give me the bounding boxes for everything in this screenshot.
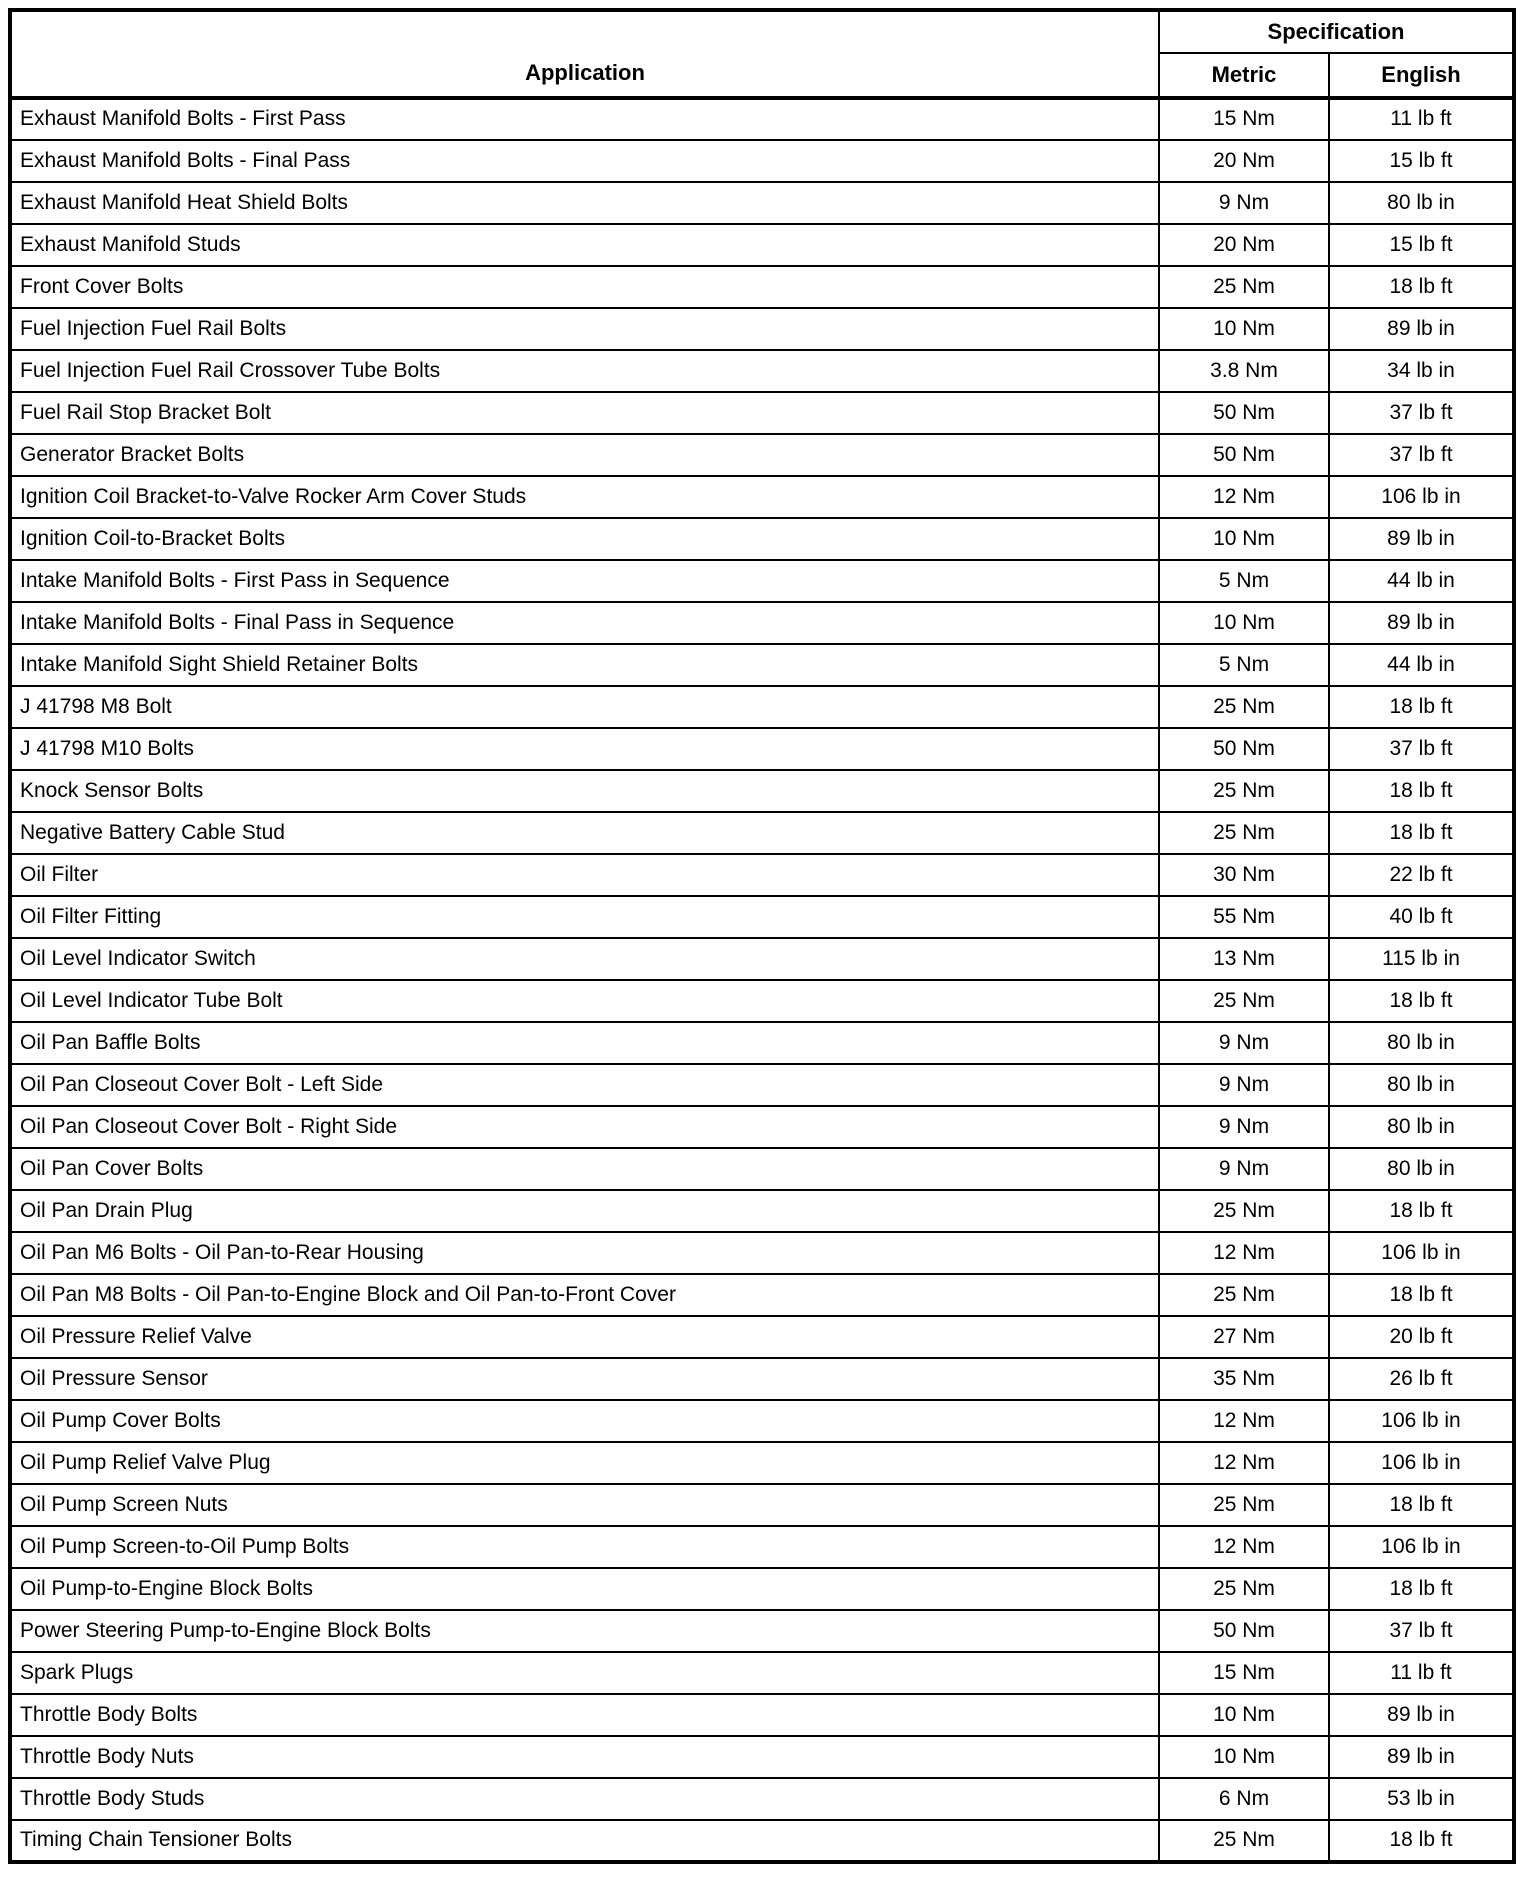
table-row — [10, 980, 1514, 1022]
english-value-cell: 18 lb ft — [1329, 1190, 1514, 1232]
application-cell: Timing Chain Tensioner Bolts — [10, 1820, 1159, 1862]
table-row — [10, 602, 1514, 644]
application-cell: Oil Pan M6 Bolts - Oil Pan-to-Rear Housing — [10, 1232, 1159, 1274]
application-cell: Ignition Coil-to-Bracket Bolts — [10, 518, 1159, 560]
english-value-cell: 89 lb in — [1329, 1694, 1514, 1736]
table-row — [10, 560, 1514, 602]
application-cell: Oil Level Indicator Switch — [10, 938, 1159, 980]
table-row — [10, 140, 1514, 182]
metric-value-cell: 12 Nm — [1159, 1232, 1329, 1274]
application-cell: Oil Pressure Sensor — [10, 1358, 1159, 1400]
english-value-cell: 53 lb in — [1329, 1778, 1514, 1820]
table-row — [10, 854, 1514, 896]
metric-value-cell: 25 Nm — [1159, 980, 1329, 1022]
english-value-cell: 26 lb ft — [1329, 1358, 1514, 1400]
table-row — [10, 350, 1514, 392]
metric-value-cell: 25 Nm — [1159, 1274, 1329, 1316]
metric-value-cell: 30 Nm — [1159, 854, 1329, 896]
table-row — [10, 266, 1514, 308]
table-row — [10, 518, 1514, 560]
english-value-cell: 80 lb in — [1329, 182, 1514, 224]
table-row — [10, 434, 1514, 476]
english-value-cell: 80 lb in — [1329, 1148, 1514, 1190]
english-value-cell: 115 lb in — [1329, 938, 1514, 980]
english-value-cell: 89 lb in — [1329, 602, 1514, 644]
application-cell: Oil Pump Screen Nuts — [10, 1484, 1159, 1526]
metric-value-cell: 50 Nm — [1159, 434, 1329, 476]
metric-value-cell: 35 Nm — [1159, 1358, 1329, 1400]
table-row — [10, 1694, 1514, 1736]
column-header-english: English — [1329, 53, 1514, 98]
metric-value-cell: 12 Nm — [1159, 1442, 1329, 1484]
application-cell: Fuel Rail Stop Bracket Bolt — [10, 392, 1159, 434]
metric-value-cell: 50 Nm — [1159, 728, 1329, 770]
application-cell: Oil Filter Fitting — [10, 896, 1159, 938]
application-cell: Oil Pump-to-Engine Block Bolts — [10, 1568, 1159, 1610]
metric-value-cell: 25 Nm — [1159, 686, 1329, 728]
metric-value-cell: 13 Nm — [1159, 938, 1329, 980]
table-row — [10, 1358, 1514, 1400]
english-value-cell: 106 lb in — [1329, 476, 1514, 518]
english-value-cell: 80 lb in — [1329, 1064, 1514, 1106]
english-value-cell: 34 lb in — [1329, 350, 1514, 392]
table-row — [10, 686, 1514, 728]
english-value-cell: 40 lb ft — [1329, 896, 1514, 938]
english-value-cell: 106 lb in — [1329, 1400, 1514, 1442]
english-value-cell: 37 lb ft — [1329, 434, 1514, 476]
application-cell: Oil Pan Closeout Cover Bolt - Right Side — [10, 1106, 1159, 1148]
metric-value-cell: 9 Nm — [1159, 1106, 1329, 1148]
metric-value-cell: 15 Nm — [1159, 1652, 1329, 1694]
application-cell: Oil Pressure Relief Valve — [10, 1316, 1159, 1358]
table-row — [10, 1820, 1514, 1862]
english-value-cell: 20 lb ft — [1329, 1316, 1514, 1358]
application-cell: Oil Level Indicator Tube Bolt — [10, 980, 1159, 1022]
application-cell: Negative Battery Cable Stud — [10, 812, 1159, 854]
application-cell: J 41798 M10 Bolts — [10, 728, 1159, 770]
english-value-cell: 15 lb ft — [1329, 224, 1514, 266]
english-value-cell: 37 lb ft — [1329, 1610, 1514, 1652]
application-cell: Oil Pan Baffle Bolts — [10, 1022, 1159, 1064]
table-row — [10, 1190, 1514, 1232]
application-cell: Power Steering Pump-to-Engine Block Bolts — [10, 1610, 1159, 1652]
spec-table-body — [10, 98, 1514, 1862]
application-cell: Front Cover Bolts — [10, 266, 1159, 308]
table-row — [10, 1232, 1514, 1274]
table-row — [10, 1526, 1514, 1568]
metric-value-cell: 10 Nm — [1159, 1694, 1329, 1736]
table-row — [10, 1274, 1514, 1316]
english-value-cell: 18 lb ft — [1329, 770, 1514, 812]
table-row — [10, 938, 1514, 980]
table-row — [10, 770, 1514, 812]
column-header-application: Application — [10, 10, 1159, 98]
table-row — [10, 812, 1514, 854]
english-value-cell: 37 lb ft — [1329, 392, 1514, 434]
application-cell: Oil Pan M8 Bolts - Oil Pan-to-Engine Block and Oil Pan-to-Front Cover — [10, 1274, 1159, 1316]
application-cell: J 41798 M8 Bolt — [10, 686, 1159, 728]
metric-value-cell: 12 Nm — [1159, 1400, 1329, 1442]
application-cell: Intake Manifold Bolts - First Pass in Sequence — [10, 560, 1159, 602]
metric-value-cell: 5 Nm — [1159, 560, 1329, 602]
table-row — [10, 1484, 1514, 1526]
table-row — [10, 896, 1514, 938]
application-cell: Intake Manifold Bolts - Final Pass in Sequence — [10, 602, 1159, 644]
metric-value-cell: 27 Nm — [1159, 1316, 1329, 1358]
table-row — [10, 1148, 1514, 1190]
english-value-cell: 18 lb ft — [1329, 1820, 1514, 1862]
application-cell: Intake Manifold Sight Shield Retainer Bolts — [10, 644, 1159, 686]
application-cell: Oil Pump Screen-to-Oil Pump Bolts — [10, 1526, 1159, 1568]
application-cell: Exhaust Manifold Heat Shield Bolts — [10, 182, 1159, 224]
metric-value-cell: 9 Nm — [1159, 1148, 1329, 1190]
metric-value-cell: 9 Nm — [1159, 182, 1329, 224]
metric-value-cell: 55 Nm — [1159, 896, 1329, 938]
table-row — [10, 98, 1514, 140]
english-value-cell: 37 lb ft — [1329, 728, 1514, 770]
english-value-cell: 18 lb ft — [1329, 686, 1514, 728]
english-value-cell: 11 lb ft — [1329, 98, 1514, 140]
metric-value-cell: 50 Nm — [1159, 1610, 1329, 1652]
application-cell: Fuel Injection Fuel Rail Bolts — [10, 308, 1159, 350]
application-cell: Fuel Injection Fuel Rail Crossover Tube Bolts — [10, 350, 1159, 392]
metric-value-cell: 25 Nm — [1159, 1568, 1329, 1610]
table-row — [10, 1106, 1514, 1148]
metric-value-cell: 6 Nm — [1159, 1778, 1329, 1820]
english-value-cell: 44 lb in — [1329, 560, 1514, 602]
english-value-cell: 80 lb in — [1329, 1022, 1514, 1064]
table-row — [10, 1400, 1514, 1442]
metric-value-cell: 9 Nm — [1159, 1064, 1329, 1106]
metric-value-cell: 20 Nm — [1159, 140, 1329, 182]
table-row — [10, 1610, 1514, 1652]
table-row — [10, 1064, 1514, 1106]
table-header — [10, 10, 1514, 98]
application-cell: Exhaust Manifold Bolts - Final Pass — [10, 140, 1159, 182]
application-cell: Oil Pump Cover Bolts — [10, 1400, 1159, 1442]
table-row — [10, 728, 1514, 770]
english-value-cell: 18 lb ft — [1329, 1484, 1514, 1526]
application-cell: Spark Plugs — [10, 1652, 1159, 1694]
english-value-cell: 89 lb in — [1329, 1736, 1514, 1778]
metric-value-cell: 5 Nm — [1159, 644, 1329, 686]
table-row — [10, 1778, 1514, 1820]
table-row — [10, 182, 1514, 224]
metric-value-cell: 3.8 Nm — [1159, 350, 1329, 392]
metric-value-cell: 12 Nm — [1159, 476, 1329, 518]
metric-value-cell: 10 Nm — [1159, 1736, 1329, 1778]
metric-value-cell: 10 Nm — [1159, 518, 1329, 560]
english-value-cell: 15 lb ft — [1329, 140, 1514, 182]
english-value-cell: 18 lb ft — [1329, 1274, 1514, 1316]
english-value-cell: 106 lb in — [1329, 1442, 1514, 1484]
english-value-cell: 22 lb ft — [1329, 854, 1514, 896]
table-row — [10, 1022, 1514, 1064]
metric-value-cell: 10 Nm — [1159, 308, 1329, 350]
english-value-cell: 89 lb in — [1329, 518, 1514, 560]
table-row — [10, 1652, 1514, 1694]
english-value-cell: 18 lb ft — [1329, 266, 1514, 308]
english-value-cell: 18 lb ft — [1329, 980, 1514, 1022]
english-value-cell: 18 lb ft — [1329, 1568, 1514, 1610]
column-header-metric: Metric — [1159, 53, 1329, 98]
table-row — [10, 224, 1514, 266]
application-cell: Throttle Body Bolts — [10, 1694, 1159, 1736]
english-value-cell: 80 lb in — [1329, 1106, 1514, 1148]
metric-value-cell: 9 Nm — [1159, 1022, 1329, 1064]
table-row — [10, 1442, 1514, 1484]
metric-value-cell: 20 Nm — [1159, 224, 1329, 266]
table-row — [10, 308, 1514, 350]
metric-value-cell: 25 Nm — [1159, 1484, 1329, 1526]
table-row — [10, 1568, 1514, 1610]
metric-value-cell: 25 Nm — [1159, 266, 1329, 308]
metric-value-cell: 15 Nm — [1159, 98, 1329, 140]
metric-value-cell: 25 Nm — [1159, 812, 1329, 854]
english-value-cell: 18 lb ft — [1329, 812, 1514, 854]
metric-value-cell: 25 Nm — [1159, 1820, 1329, 1862]
english-value-cell: 11 lb ft — [1329, 1652, 1514, 1694]
english-value-cell: 106 lb in — [1329, 1526, 1514, 1568]
application-cell: Throttle Body Studs — [10, 1778, 1159, 1820]
table-row — [10, 644, 1514, 686]
metric-value-cell: 12 Nm — [1159, 1526, 1329, 1568]
table-row — [10, 476, 1514, 518]
application-cell: Oil Filter — [10, 854, 1159, 896]
english-value-cell: 106 lb in — [1329, 1232, 1514, 1274]
table-row — [10, 392, 1514, 434]
metric-value-cell: 25 Nm — [1159, 770, 1329, 812]
table-row — [10, 1736, 1514, 1778]
metric-value-cell: 10 Nm — [1159, 602, 1329, 644]
application-cell: Ignition Coil Bracket-to-Valve Rocker Arm Cover Studs — [10, 476, 1159, 518]
table-row — [10, 1316, 1514, 1358]
application-cell: Oil Pan Cover Bolts — [10, 1148, 1159, 1190]
application-cell: Oil Pump Relief Valve Plug — [10, 1442, 1159, 1484]
application-cell: Exhaust Manifold Bolts - First Pass — [10, 98, 1159, 140]
application-cell: Knock Sensor Bolts — [10, 770, 1159, 812]
column-header-specification: Specification — [1159, 10, 1514, 53]
application-cell: Exhaust Manifold Studs — [10, 224, 1159, 266]
application-cell: Oil Pan Closeout Cover Bolt - Left Side — [10, 1064, 1159, 1106]
application-cell: Oil Pan Drain Plug — [10, 1190, 1159, 1232]
application-cell: Throttle Body Nuts — [10, 1736, 1159, 1778]
metric-value-cell: 25 Nm — [1159, 1190, 1329, 1232]
english-value-cell: 89 lb in — [1329, 308, 1514, 350]
torque-spec-table — [8, 8, 1516, 1864]
english-value-cell: 44 lb in — [1329, 644, 1514, 686]
metric-value-cell: 50 Nm — [1159, 392, 1329, 434]
application-cell: Generator Bracket Bolts — [10, 434, 1159, 476]
